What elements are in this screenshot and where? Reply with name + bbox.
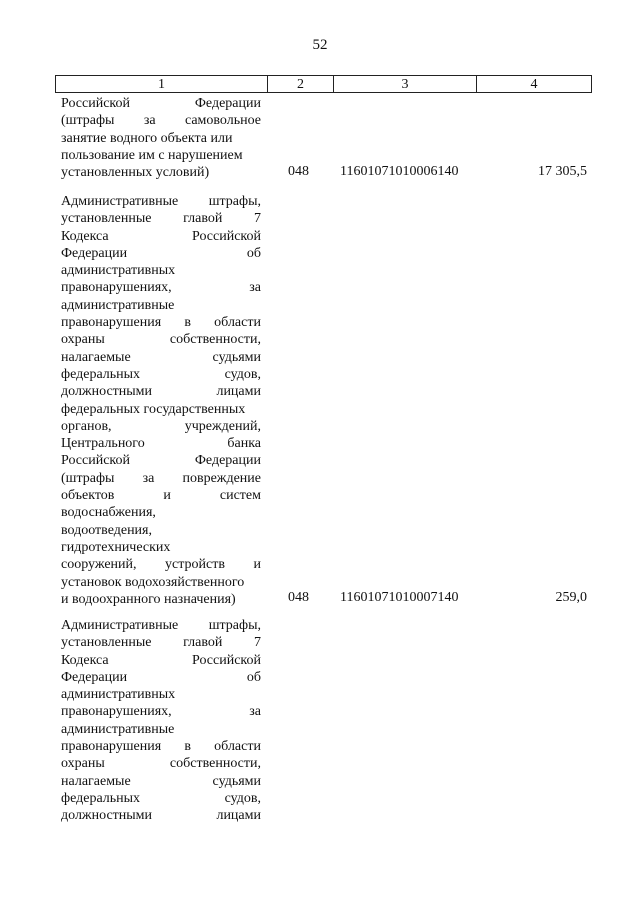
- description-line: [61, 228, 261, 245]
- table-header-row: [55, 75, 592, 93]
- description-line: [61, 773, 261, 790]
- description-word: за: [143, 113, 156, 129]
- description-line: [61, 349, 261, 366]
- description-line: [61, 807, 261, 824]
- description-line: [61, 591, 261, 608]
- description-word: (штрафы: [61, 113, 115, 129]
- description-line: [61, 452, 261, 469]
- description-line: [61, 738, 261, 755]
- description-word: правонарушения: [61, 315, 162, 331]
- description-line: [61, 245, 261, 262]
- description-word: главой: [183, 635, 223, 651]
- description-word: налагаемые: [61, 349, 131, 365]
- description-line: [61, 279, 261, 296]
- description-word: Российской: [192, 652, 261, 668]
- description-word: собственности,: [169, 332, 261, 348]
- description-word: в: [184, 315, 191, 331]
- description-line: [61, 703, 261, 720]
- description-word: Российской: [192, 228, 261, 244]
- description-word: за: [249, 280, 261, 296]
- description-word: правонарушениях,: [61, 280, 172, 296]
- budget-classification-code: 11601071010007140: [340, 590, 459, 605]
- description-word: водоснабжения,: [61, 505, 156, 521]
- description-word: собственности,: [169, 756, 261, 772]
- description-word: области: [214, 315, 261, 331]
- description-word: Федерации: [194, 453, 261, 469]
- description-line: [61, 574, 261, 591]
- description-word: правонарушениях,: [61, 704, 172, 720]
- description-word: Российской: [61, 96, 130, 111]
- description-word: судов,: [224, 790, 261, 806]
- description-line: [61, 297, 261, 314]
- description-word: устройств: [165, 557, 225, 573]
- description-word: штрафы,: [208, 618, 261, 633]
- description-word: установленные: [61, 635, 152, 651]
- description-word: банка: [227, 436, 261, 452]
- description-word: гидротехнических: [61, 539, 171, 555]
- description-line: [61, 130, 261, 147]
- description-word: Федерации: [61, 669, 128, 685]
- description-word: об: [246, 669, 261, 685]
- description-word: (штрафы: [61, 470, 115, 486]
- budget-classification-code: 11601071010006140: [340, 164, 459, 179]
- description-line: [61, 556, 261, 573]
- description-word: судьями: [212, 773, 261, 789]
- description-word: административные: [61, 721, 175, 737]
- column-header-2: 2: [268, 76, 334, 92]
- amount: 17 305,5: [538, 164, 587, 179]
- description-word: систем: [219, 488, 261, 504]
- description-word: в: [184, 739, 191, 755]
- description-line: [61, 164, 261, 181]
- description-word: штрафы,: [208, 194, 261, 209]
- description-word: административные: [61, 297, 175, 313]
- description-line: [61, 383, 261, 400]
- description-line: [61, 95, 261, 112]
- description-word: охраны: [61, 332, 105, 348]
- description-word: и: [163, 488, 171, 504]
- description-line: [61, 401, 261, 418]
- description-word: федеральных: [61, 366, 141, 382]
- description-line: [61, 721, 261, 738]
- description-word: Кодекса: [61, 228, 109, 244]
- description-line: [61, 634, 261, 651]
- description-line: [61, 487, 261, 504]
- description-word: и: [253, 557, 261, 573]
- column-header-3: 3: [334, 76, 477, 92]
- description-word: установленные: [61, 211, 152, 227]
- description-word: федеральных: [61, 790, 141, 806]
- description-line: [61, 435, 261, 452]
- description-word: объектов: [61, 488, 115, 504]
- description-word: налагаемые: [61, 773, 131, 789]
- description-word: Центрального: [61, 436, 145, 452]
- description-word: за: [249, 704, 261, 720]
- description-line: [61, 522, 261, 539]
- admin-code: 048: [288, 590, 309, 605]
- description-word: главой: [183, 211, 223, 227]
- description-line: [61, 193, 261, 210]
- description-line: [61, 790, 261, 807]
- description-word: сооружений,: [61, 557, 137, 573]
- description-line: [61, 617, 261, 634]
- description-word: судов,: [224, 366, 261, 382]
- admin-code: 048: [288, 164, 309, 179]
- description-line: [61, 331, 261, 348]
- description-line: [61, 262, 261, 279]
- description-line: [61, 314, 261, 331]
- description-word: области: [214, 739, 261, 755]
- description-word: судьями: [212, 349, 261, 365]
- description-word: должностными: [61, 808, 153, 824]
- description-line: [61, 112, 261, 129]
- row-description: [61, 617, 261, 825]
- description-word: Административные: [61, 194, 179, 209]
- description-word: водоотведения,: [61, 522, 152, 538]
- description-word: Кодекса: [61, 652, 109, 668]
- description-word: органов,: [61, 418, 112, 434]
- description-line: [61, 686, 261, 703]
- description-word: установок водохозяйственного: [61, 574, 245, 590]
- description-line: [61, 504, 261, 521]
- description-word: Федерации: [61, 245, 128, 261]
- description-word: за: [142, 470, 155, 486]
- description-line: [61, 366, 261, 383]
- description-word: самовольное: [184, 113, 261, 129]
- page-number: 52: [312, 37, 328, 53]
- description-line: [61, 755, 261, 772]
- description-word: пользование им с нарушением: [61, 147, 243, 163]
- description-word: и водоохранного назначения): [61, 591, 236, 607]
- description-word: административных: [61, 687, 176, 703]
- column-header-1: 1: [56, 76, 268, 92]
- description-line: [61, 470, 261, 487]
- description-word: установленных условий): [61, 165, 210, 181]
- description-word: Административные: [61, 618, 179, 633]
- description-word: 7: [253, 211, 261, 227]
- description-line: [61, 652, 261, 669]
- description-word: повреждение: [182, 470, 261, 486]
- amount: 259,0: [555, 590, 587, 605]
- description-line: [61, 669, 261, 686]
- description-line: [61, 210, 261, 227]
- description-word: федеральных государственных: [61, 401, 246, 417]
- description-word: учреждений,: [184, 418, 261, 434]
- description-word: Федерации: [194, 96, 261, 111]
- description-word: лицами: [216, 384, 261, 400]
- row-description: [61, 95, 261, 181]
- description-word: 7: [253, 635, 261, 651]
- description-word: занятие водного объекта или: [61, 130, 233, 146]
- description-line: [61, 539, 261, 556]
- description-line: [61, 418, 261, 435]
- description-line: [61, 147, 261, 164]
- row-description: [61, 193, 261, 608]
- description-word: правонарушения: [61, 739, 162, 755]
- description-word: лицами: [216, 808, 261, 824]
- description-word: административных: [61, 263, 176, 279]
- description-word: Российской: [61, 453, 130, 469]
- description-word: охраны: [61, 756, 105, 772]
- column-header-4: 4: [530, 77, 538, 92]
- description-word: об: [246, 245, 261, 261]
- description-word: должностными: [61, 384, 153, 400]
